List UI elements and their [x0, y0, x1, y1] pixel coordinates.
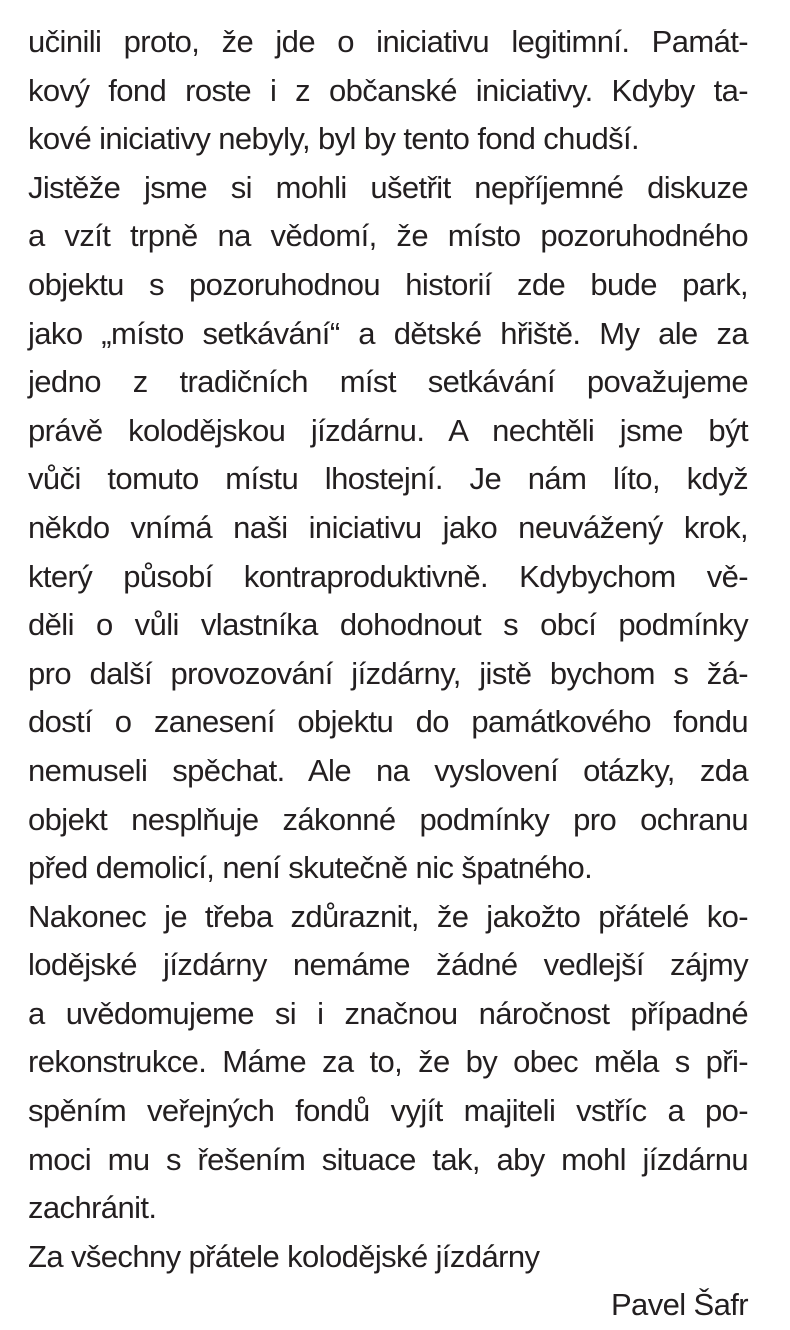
text-line-22: rekonstrukce. Máme za to, že by obec měla s při-: [28, 1044, 748, 1080]
text-line-13: děli o vůli vlastníka dohodnout s obcí podmínky: [28, 607, 748, 643]
text-line-11: někdo vnímá naši iniciativu jako neuvážený krok,: [28, 509, 748, 545]
text-line-16: nemuseli spěchat. Ale na vyslovení otázky, zda: [28, 752, 748, 788]
text-line-3: kové iniciativy nebyly, byl by tento fond chudší.: [28, 121, 640, 157]
text-line-18: před demolicí, není skutečně nic špatného.: [28, 850, 593, 886]
text-line-1: učinili proto, že jde o iniciativu legitimní. Památ-: [28, 24, 748, 59]
text-line-4: Jistěže jsme si mohli ušetřit nepříjemné diskuze: [28, 169, 748, 205]
text-line-19: Nakonec je třeba zdůraznit, že jakožto přátelé ko-: [28, 898, 748, 934]
text-line-20: lodějské jízdárny nemáme žádné vedlejší zájmy: [28, 947, 748, 983]
text-line-15: dostí o zanesení objektu do památkového fondu: [28, 704, 748, 740]
text-line-21: a uvědomujeme si i značnou náročnost případné: [28, 995, 748, 1031]
letter-body: [28, 18, 748, 1330]
text-line-17: objekt nesplňuje zákonné podmínky pro ochranu: [28, 801, 748, 837]
text-line-24: moci mu s řešením situace tak, aby mohl jízdárnu: [28, 1141, 748, 1177]
text-line-23: spěním veřejných fondů vyjít majiteli vstříc a po-: [28, 1093, 748, 1129]
text-line-14: pro další provozování jízdárny, jistě bychom s žá-: [28, 655, 748, 691]
closing-line: Za všechny přátele kolodějské jízdárny: [28, 1238, 540, 1274]
text-line-25: zachránit.: [28, 1190, 157, 1226]
text-line-10: vůči tomuto místu lhostejní. Je nám líto, když: [28, 461, 748, 497]
text-line-7: jako „místo setkávání“ a dětské hřiště. My ale za: [28, 315, 748, 351]
text-line-8: jedno z tradičních míst setkávání považujeme: [28, 364, 748, 400]
text-line-6: objektu s pozoruhodnou historií zde bude park,: [28, 266, 748, 302]
text-line-2: kový fond roste i z občanské iniciativy. Kdyby ta-: [28, 72, 748, 108]
text-line-5: a vzít trpně na vědomí, že místo pozoruhodného: [28, 218, 748, 254]
text-line-12: který působí kontraproduktivně. Kdybychom vě-: [28, 558, 748, 594]
author-signature: Pavel Šafr: [610, 1287, 748, 1323]
document-page: [28, 18, 748, 1330]
text-line-9: právě kolodějskou jízdárnu. A nechtěli jsme být: [28, 412, 748, 448]
